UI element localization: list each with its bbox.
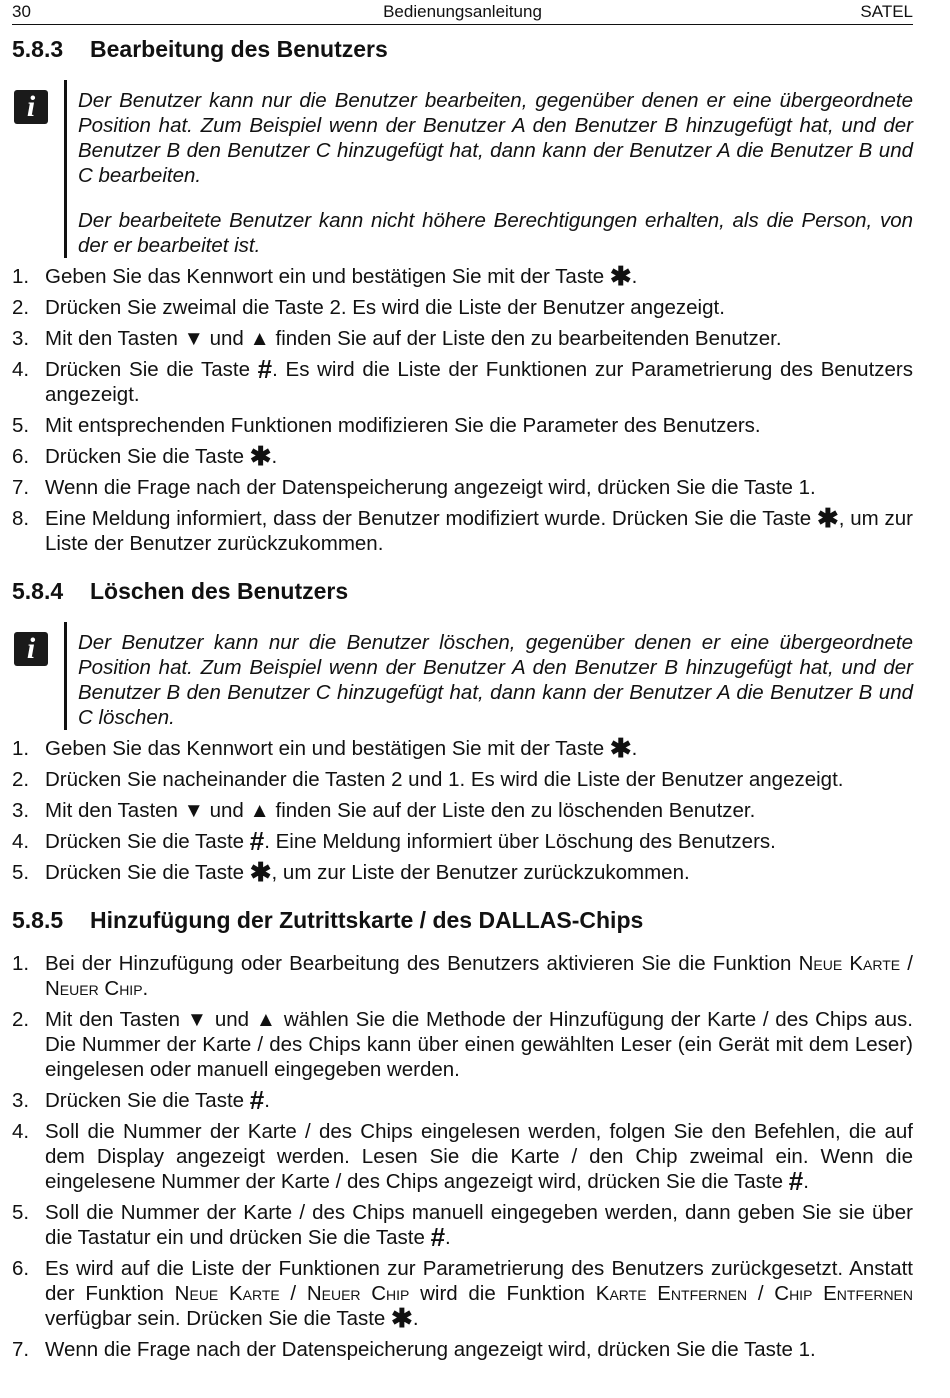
step-number: 8. [12, 507, 30, 530]
step-number: 2. [12, 1008, 30, 1031]
step-item: 2. Drücken Sie zweimal die Taste 2. Es wird die Liste der Benutzer angezeigt. [12, 296, 725, 319]
step-number: 1. [12, 265, 30, 288]
note-divider [64, 80, 67, 258]
function-name: Karte Entfernen / Chip Entfernen [595, 1282, 914, 1305]
function-name: Neue Karte / Neuer Chip [174, 1282, 410, 1305]
step-item: 5. Soll die Nummer der Karte / des Chips manuell eingegeben werden, dann geben Sie sie über die Tastatur ein und drücken Sie die Taste #. [12, 1201, 913, 1252]
hash-key-icon: # [249, 1085, 265, 1115]
step-item: 7. Wenn die Frage nach der Datenspeicherung angezeigt wird, drücken Sie die Taste 1. [12, 1338, 816, 1361]
step-number: 5. [12, 1201, 30, 1224]
info-note [12, 622, 913, 730]
page-header [12, 0, 913, 25]
step-item: 3. Mit den Tasten ▼ und ▲ finden Sie auf der Liste den zu löschenden Benutzer. [12, 799, 756, 822]
section-heading [12, 905, 913, 935]
steps-list [12, 733, 913, 887]
step-item: 4. Drücken Sie die Taste #. Es wird die Liste der Funktionen zur Parametrierung des Benutzers angezeigt. [12, 354, 913, 406]
step-number: 2. [12, 768, 30, 791]
step-item: 6. Drücken Sie die Taste ✱. [12, 441, 278, 471]
section-heading [12, 576, 913, 606]
step-number: 6. [12, 445, 30, 468]
step-number: 4. [12, 830, 30, 853]
hash-key-icon: # [788, 1166, 804, 1196]
step-number: 4. [12, 358, 30, 381]
step-number: 3. [12, 799, 30, 822]
step-number: 7. [12, 476, 30, 499]
hash-key-icon: # [430, 1222, 446, 1252]
step-item: 4. Soll die Nummer der Karte / des Chips eingelesen werden, folgen Sie den Befehlen, die auf dem Display angezeigt werden. Lesen Sie die Karte / den Chip zweimal ein. Wenn die eingelesene Nummer der Karte / des Chips angezeigt wird, drücken Sie die Taste #. [12, 1120, 913, 1196]
step-number: 5. [12, 861, 30, 884]
section-title: Bearbeitung des Benutzers [90, 36, 388, 62]
note-text: Der Benutzer kann nur die Benutzer bearbeiten, gegenüber denen er eine übergeordnete Position hat. Zum Beispiel wenn der Benutzer A den Benutzer B hinzugefügt hat, und der Benutzer B den Benutzer C hinzugefügt hat, dann kann der Benutzer A die Benutzer B und C bearbeiten. [78, 89, 913, 187]
step-number: 3. [12, 327, 30, 350]
step-item: 1. Geben Sie das Kennwort ein und bestätigen Sie mit der Taste ✱. [12, 261, 638, 291]
step-item: 3. Drücken Sie die Taste #. [12, 1085, 270, 1115]
step-number: 5. [12, 414, 30, 437]
section-number: 5.8.3 [12, 36, 64, 62]
step-item: 6. Es wird auf die Liste der Funktionen zur Parametrierung des Benutzers zurückgesetzt. Anstatt der Funktion Neue Karte / Neuer Chip wird die Funktion Karte Entfernen / Chip Entfernen verfügbar sein. Drücken Sie die Taste ✱. [12, 1257, 914, 1333]
section-title: Löschen des Benutzers [90, 578, 349, 604]
note-divider [64, 622, 67, 730]
info-icon: i [14, 90, 48, 124]
step-number: 6. [12, 1257, 30, 1280]
step-item: 1. Geben Sie das Kennwort ein und bestätigen Sie mit der Taste ✱. [12, 733, 638, 763]
step-number: 1. [12, 952, 30, 975]
hash-key-icon: # [257, 354, 273, 384]
page-content [12, 34, 913, 1368]
step-item: 4. Drücken Sie die Taste #. Eine Meldung informiert über Löschung des Benutzers. [12, 826, 776, 856]
star-key-icon: ✱ [817, 503, 839, 533]
document-title: Bedienungsanleitung [383, 2, 542, 21]
info-icon: i [14, 632, 48, 666]
star-key-icon: ✱ [609, 261, 632, 291]
step-item: 5. Mit entsprechenden Funktionen modifizieren Sie die Parameter des Benutzers. [12, 414, 761, 437]
brand-name: SATEL [860, 2, 913, 21]
function-name: Neue Karte / Neuer Chip [45, 952, 914, 1000]
step-item: 2. Mit den Tasten ▼ und ▲ wählen Sie die Methode der Hinzufügung der Karte / des Chips aus. Die Nummer der Karte / des Chips kann über einen gewählten Leser (ein Gerät mit dem Leser) eingelesen oder manuell eingegeben werden. [12, 1008, 913, 1081]
step-number: 2. [12, 296, 30, 319]
step-item: 5. Drücken Sie die Taste ✱, um zur Liste der Benutzer zurückzukommen. [12, 857, 690, 887]
star-key-icon: ✱ [249, 441, 272, 471]
step-number: 1. [12, 737, 30, 760]
star-key-icon: ✱ [391, 1303, 413, 1333]
step-item: 3. Mit den Tasten ▼ und ▲ finden Sie auf der Liste den zu bearbeitenden Benutzer. [12, 327, 782, 350]
step-item: 8. Eine Meldung informiert, dass der Benutzer modifiziert wurde. Drücken Sie die Taste ✱, um zur Liste der Benutzer zurückzukommen. [12, 503, 914, 555]
step-number: 4. [12, 1120, 30, 1143]
hash-key-icon: # [249, 826, 265, 856]
step-number: 7. [12, 1338, 30, 1361]
steps-list [12, 261, 914, 556]
step-item: 2. Drücken Sie nacheinander die Tasten 2 und 1. Es wird die Liste der Benutzer angezeigt. [12, 768, 844, 791]
page-number: 30 [12, 2, 31, 21]
section-heading [12, 34, 913, 64]
step-item: 7. Wenn die Frage nach der Datenspeicherung angezeigt wird, drücken Sie die Taste 1. [12, 476, 816, 499]
section-number: 5.8.5 [12, 907, 64, 933]
info-note [12, 80, 913, 258]
star-key-icon: ✱ [249, 857, 272, 887]
note-text: Der Benutzer kann nur die Benutzer löschen, gegenüber denen er eine übergeordnete Position hat. Zum Beispiel wenn der Benutzer A den Benutzer B hinzugefügt hat, und der Benutzer B den Benutzer C hinzugefügt hat, dann kann der Benutzer A die Benutzer B und C löschen. [78, 631, 913, 729]
step-number: 3. [12, 1089, 30, 1112]
section-number: 5.8.4 [12, 578, 64, 604]
section-title: Hinzufügung der Zutrittskarte / des DALLAS-Chips [90, 907, 644, 933]
steps-list [12, 951, 913, 1362]
star-key-icon: ✱ [609, 733, 632, 763]
note-text: Der bearbeitete Benutzer kann nicht höhere Berechtigungen erhalten, als die Person, von der er bearbeitet ist. [78, 209, 913, 257]
step-item: 1. Bei der Hinzufügung oder Bearbeitung des Benutzers aktivieren Sie die Funktion Neue Karte / Neuer Chip. [12, 952, 914, 1000]
